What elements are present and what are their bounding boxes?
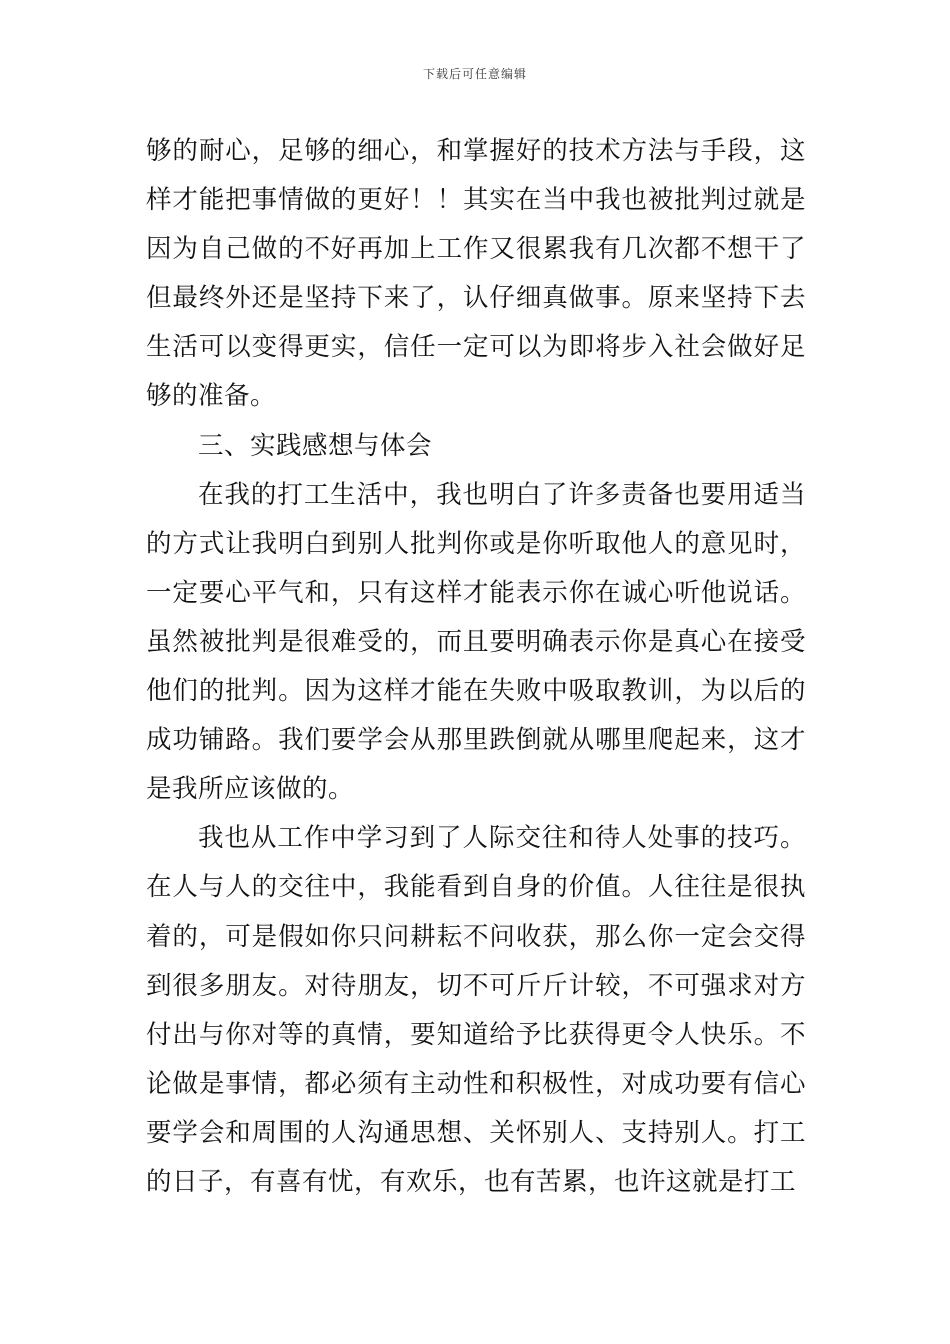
page-header: 下载后可任意编辑: [422, 67, 527, 81]
paragraph-3: 我也从工作中学习到了人际交往和待人处事的技巧。在人与人的交往中，我能看到自身的价值。人往往是很执着的，可是假如你只问耕耘不问收获，那么你一定会交得到很多朋友。对待朋友，切不可斤斤计较，不可强求对方付出与你对等的真情，要知道给予比获得更令人快乐。不论做是事情，都必须有主动性和积极性，对成功要有信心要学会和周围的人沟通思想、关怀别人、支持别人。打工的日子，有喜有忧，有欢乐，也有苦累，也许这就是打工: [146, 823, 806, 1197]
paragraph-1: 够的耐心，足够的细心，和掌握好的技术方法与手段，这样才能把事情做的更好！！其实在当中我也被批判过就是因为自己做的不好再加上工作又很累我有几次都不想干了但最终外还是坚持下来了，认仔细真做事。原来坚持下去生活可以变得更实，信任一定可以为即将步入社会做好足够的准备。: [146, 136, 806, 412]
paragraph-2: 在我的打工生活中，我也明白了许多责备也要用适当的方式让我明白到别人批判你或是你听取他人的意见时，一定要心平气和，只有这样才能表示你在诚心听他说话。虽然被批判是很难受的，而且要明确表示你是真心在接受他们的批判。因为这样才能在失败中吸取教训，为以后的成功铺路。我们要学会从那里跌倒就从哪里爬起来，这才是我所应该做的。: [146, 479, 806, 805]
document-body: [146, 127, 806, 1207]
section-heading: 三、实践感想与体会: [198, 430, 433, 461]
